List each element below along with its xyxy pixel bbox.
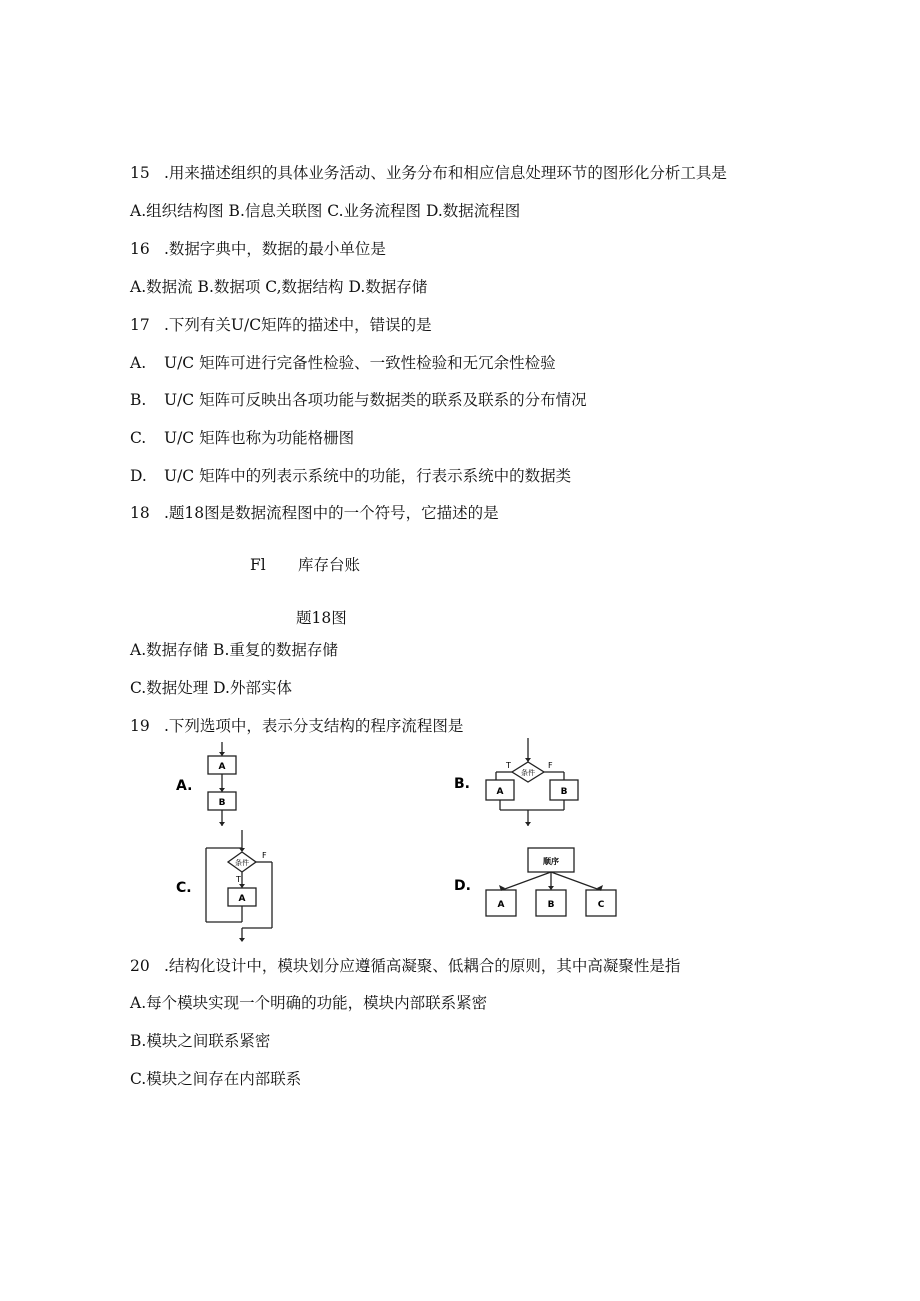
q17-number: 17 <box>130 316 150 334</box>
q18-figure-name: 库存台账 <box>298 556 361 574</box>
diagram-c-box1: A <box>238 894 246 904</box>
diagram-d-label: D. <box>454 878 471 894</box>
q19-diagram-c <box>170 830 290 945</box>
q18-options-line2: C.数据处理 D.外部实体 <box>130 679 292 697</box>
diagram-c-t: T <box>236 875 241 884</box>
q17-option-b <box>130 390 587 410</box>
diagram-b-label: B. <box>454 776 470 792</box>
q17-option-c-text: U/C 矩阵也称为功能格栅图 <box>164 429 355 447</box>
diagram-b-cond: 条件 <box>521 769 535 777</box>
q20-text: .结构化设计中，模块划分应遵循高凝聚、低耦合的原则，其中高凝聚性是指 <box>164 957 681 975</box>
q17-option-d-label: D. <box>130 467 147 485</box>
diagram-b-box2: B <box>560 787 568 797</box>
q15-number: 15 <box>130 164 150 182</box>
q18-figure-caption: 题18图 <box>296 609 347 627</box>
diagram-b-t: T <box>506 761 511 770</box>
q19-diagram-b <box>450 738 620 828</box>
q18-text: .题18图是数据流程图中的一个符号，它描述的是 <box>164 504 499 522</box>
q17-option-b-text: U/C 矩阵可反映出各项功能与数据类的联系及联系的分布情况 <box>164 391 587 409</box>
q18-options-line1: A.数据存储 B.重复的数据存储 <box>130 641 338 659</box>
diagram-b-f: F <box>548 761 553 770</box>
q17-option-b-label: B. <box>130 391 147 409</box>
q16-options: A.数据流 B.数据项 C,数据结构 D.数据存储 <box>130 278 428 296</box>
q19-stem <box>130 716 463 736</box>
diagram-d-box1: A <box>497 900 505 910</box>
q15-options: A.组织结构图 B.信息关联图 C.业务流程图 D.数据流程图 <box>130 202 521 220</box>
q20-option-c: C.模块之间存在内部联系 <box>130 1070 302 1088</box>
q17-stem <box>130 315 432 335</box>
q20-number: 20 <box>130 957 150 975</box>
q20-stem <box>130 956 680 976</box>
q15-stem <box>130 163 727 183</box>
diagram-c-cond: 条件 <box>235 859 249 867</box>
q16-number: 16 <box>130 240 150 258</box>
q15-text: .用来描述组织的具体业务活动、业务分布和相应信息处理环节的图形化分析工具是 <box>164 164 727 182</box>
q17-option-d-text: U/C 矩阵中的列表示系统中的功能，行表示系统中的数据类 <box>164 467 572 485</box>
diagram-c-f: F <box>262 851 267 860</box>
q16-text: .数据字典中，数据的最小单位是 <box>164 240 386 258</box>
q19-diagram-a <box>170 740 280 830</box>
q18-stem <box>130 503 499 523</box>
q20-option-b: B.模块之间联系紧密 <box>130 1032 271 1050</box>
diagram-c-label: C. <box>176 880 192 896</box>
q19-diagram-d <box>450 842 625 922</box>
q17-option-c-label: C. <box>130 429 147 447</box>
q18-number: 18 <box>130 504 150 522</box>
q17-option-d <box>130 466 571 486</box>
q17-option-a-label: A. <box>130 354 147 372</box>
diagram-a-box1: A <box>218 762 226 772</box>
q16-stem <box>130 239 386 259</box>
diagram-d-box3: C <box>597 900 605 910</box>
diagram-a-box2: B <box>218 798 226 808</box>
q19-number: 19 <box>130 717 150 735</box>
diagram-a-label: A. <box>176 778 193 794</box>
q18-figure-id: Fl <box>250 556 266 574</box>
q17-option-c <box>130 428 354 448</box>
q17-option-a <box>130 353 556 373</box>
diagram-b-box1: A <box>496 787 504 797</box>
q17-text: .下列有关U/C矩阵的描述中，错误的是 <box>164 316 432 334</box>
q20-option-a: A.每个模块实现一个明确的功能，模块内部联系紧密 <box>130 994 488 1012</box>
q19-text: .下列选项中，表示分支结构的程序流程图是 <box>164 717 464 735</box>
diagram-d-top: 顺序 <box>543 857 559 866</box>
diagram-d-box2: B <box>547 900 555 910</box>
q17-option-a-text: U/C 矩阵可进行完备性检验、一致性检验和无冗余性检验 <box>164 354 556 372</box>
